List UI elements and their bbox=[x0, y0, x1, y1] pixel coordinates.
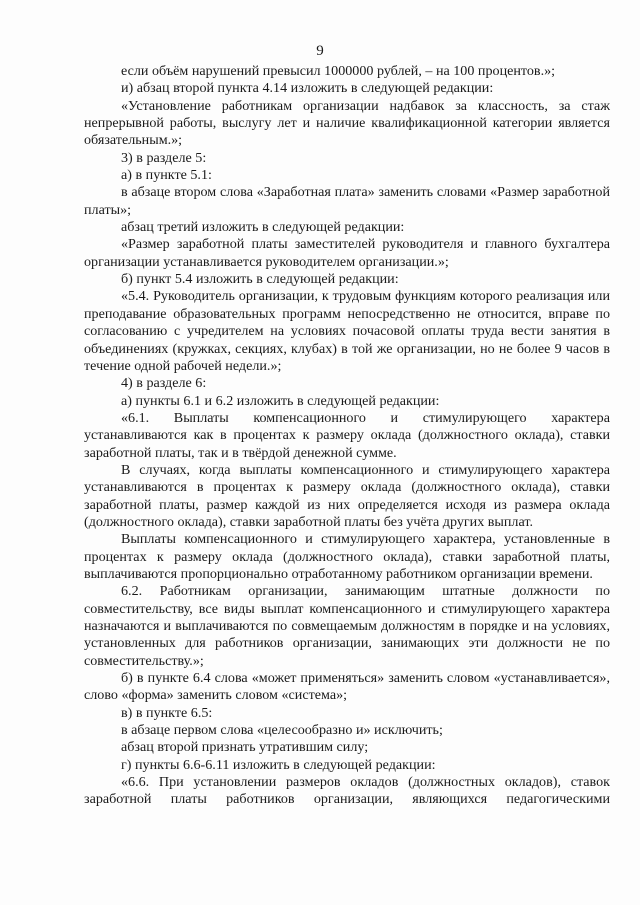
page-number: 9 bbox=[316, 43, 324, 59]
paragraph: г) пункты 6.6-6.11 изложить в следующей редакции: bbox=[121, 756, 436, 773]
paragraph: Выплаты компенсационного и стимулирующего характера, установленные в процентах к размеру оклада (должностного оклада), ставки заработной платы, выплачиваются пропорционально отработанному работником организации времени. bbox=[84, 531, 610, 582]
paragraph: в абзаце втором слова «Заработная плата» заменить словами «Размер заработной платы»; bbox=[84, 184, 610, 218]
paragraph: «6.6. При установлении размеров окладов (должностных окладов), ставок заработной платы работников организации, являющихся педагогическими bbox=[84, 774, 610, 808]
paragraph: и) абзац второй пункта 4.14 изложить в следующей редакции: bbox=[121, 80, 494, 97]
paragraph: в) в пункте 6.5: bbox=[121, 704, 213, 721]
paragraph: «Размер заработной платы заместителей руководителя и главного бухгалтера организации устанавливается руководителем организации.»; bbox=[84, 236, 610, 270]
paragraph: б) пункт 5.4 изложить в следующей редакции: bbox=[121, 271, 399, 288]
document-body bbox=[84, 63, 610, 809]
paragraph: «5.4. Руководитель организации, к трудовым функциям которого реализация или преподавание образовательных программ непосредственно не относится, вправе по согласованию с учредителем на условиях почасовой оплаты труда вести занятия в объединениях (кружках, секциях, клубах) в той же организации, но не более 9 часов в течение одной рабочей недели.»; bbox=[84, 288, 610, 374]
paragraph: в абзаце первом слова «целесообразно и» исключить; bbox=[121, 722, 443, 739]
paragraph: 3) в разделе 5: bbox=[121, 149, 207, 166]
paragraph: В случаях, когда выплаты компенсационного и стимулирующего характера устанавливаются в процентах к размеру оклада (должностного оклада), ставки заработной платы, размер каждой из них определяется исходя из размера оклада (должностного оклада), ставки заработной платы без учёта других выплат. bbox=[84, 461, 610, 530]
paragraph: «6.1. Выплаты компенсационного и стимулирующего характера устанавливаются как в процентах к размеру оклада (должностного оклада), ставки заработной платы, так и в твёрдой денежной сумме. bbox=[84, 409, 610, 461]
paragraph: «Установление работникам организации надбавок за классность, за стаж непрерывной работы, выслугу лет и наличие квалификационной категории является обязательным.»; bbox=[84, 97, 610, 149]
paragraph: 4) в разделе 6: bbox=[121, 375, 207, 392]
paragraph: 6.2. Работникам организации, занимающим штатные должности по совместительству, все виды выплат компенсационного и стимулирующего характера назначаются и выплачиваются по совмещаемым должностям в порядке и на условиях, установленных для работников организации, занимающих эти должности не по совместительству.»; bbox=[84, 583, 610, 669]
paragraph: а) в пункте 5.1: bbox=[121, 167, 212, 184]
paragraph: абзац третий изложить в следующей редакции: bbox=[121, 219, 405, 236]
paragraph: если объём нарушений превысил 1000000 рублей, – на 100 процентов.»; bbox=[121, 63, 556, 79]
paragraph: абзац второй признать утратившим силу; bbox=[121, 739, 369, 756]
paragraph: а) пункты 6.1 и 6.2 изложить в следующей редакции: bbox=[121, 392, 440, 409]
paragraph: б) в пункте 6.4 слова «может применяться» заменить словом «устанавливается», слово «форма» заменить словом «система»; bbox=[84, 670, 610, 704]
